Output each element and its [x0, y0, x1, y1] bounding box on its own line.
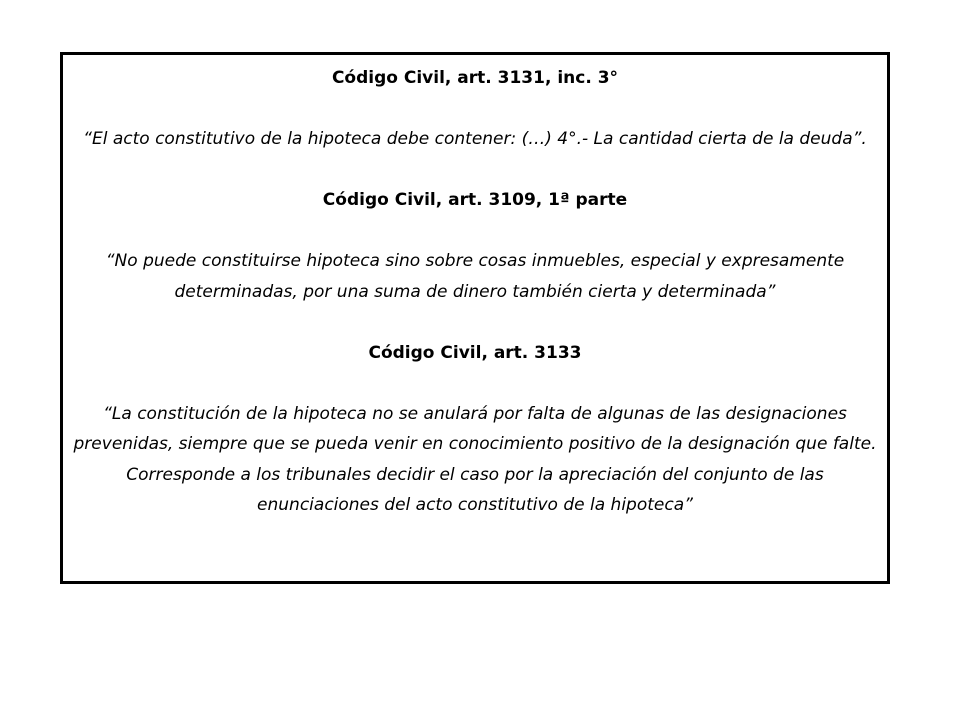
section-heading-art-3133: Código Civil, art. 3133: [368, 342, 582, 363]
spacer: [73, 216, 877, 247]
section-heading-art-3131: Código Civil, art. 3131, inc. 3°: [331, 68, 619, 88]
spacer: [73, 368, 877, 399]
spacer: [73, 307, 877, 338]
legal-citations: [73, 63, 877, 521]
text-box: [60, 52, 890, 584]
spacer: [73, 94, 877, 125]
spacer: [73, 155, 877, 186]
section-quote-art-3109: “No puede constituirse hipoteca sino sobre cosas inmuebles, especial y expresamente determinadas, por una suma de dinero también cierta y determinada”: [105, 251, 845, 302]
section-quote-art-3133: “La constitución de la hipoteca no se anulará por falta de algunas de las designaciones prevenidas, siempre que se pueda venir en conocimiento positivo de la designación que falte. Corresponde a los tribunales decidir el caso por la apreciación del conjunto de las enunciaciones del acto constitutivo de la hipoteca”: [73, 403, 877, 515]
section-quote-art-3131: “El acto constitutivo de la hipoteca debe contener: (…) 4°.- La cantidad cierta de la deuda”.: [83, 129, 867, 149]
section-heading-art-3109: Código Civil, art. 3109, 1ª parte: [322, 190, 628, 210]
